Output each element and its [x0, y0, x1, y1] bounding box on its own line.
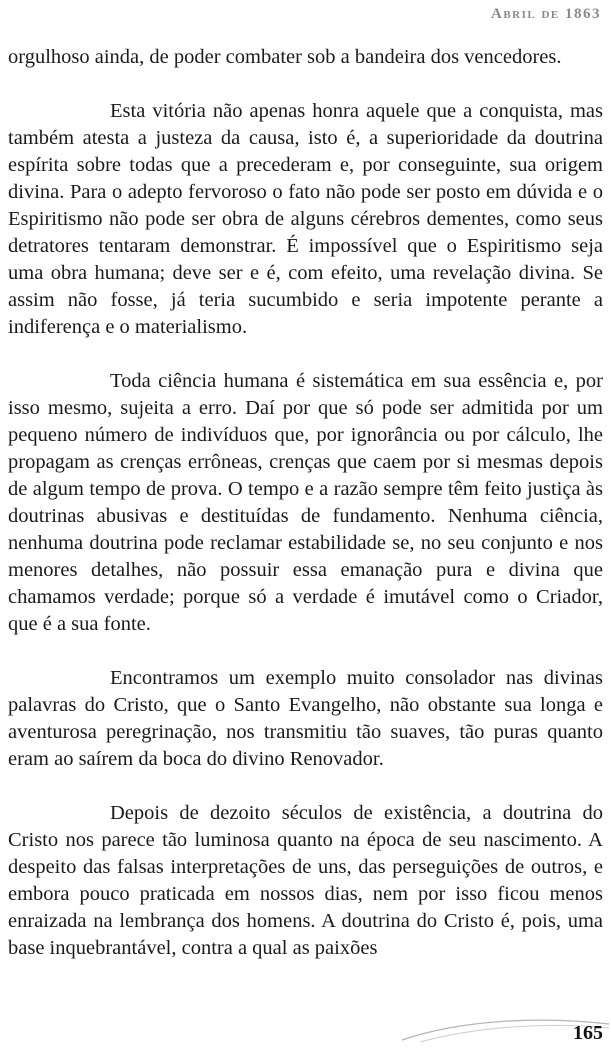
- page-number: 165: [573, 1022, 603, 1044]
- paragraph: Toda ciência humana é sistemática em sua essência e, por isso mesmo, sujeita a erro. Daí por que só pode ser admitida por um pequeno número de indivíduos que, por ignorância ou por cálculo, lhe propagam as crenças errôneas, crenças que caem por si mesmas depois de algum tempo de prova. O tempo e a razão sempre têm feito justiça às doutrinas abusivas e destituídas de fundamento. Nenhuma ciência, nenhuma doutrina pode reclamar estabilidade se, no seu conjunto e nos menores detalhes, não possuir essa emanação pura e divina que chamamos verdade; porque só a verdade é imutável como o Criador, que é a sua fonte.: [8, 370, 603, 635]
- body-text: [8, 44, 603, 962]
- paragraph: Encontramos um exemplo muito consolador nas divinas palavras do Cristo, que o Santo Evangelho, não obstante sua longa e aventurosa peregrinação, nos transmitiu tão suaves, tão puras quanto eram ao saírem da boca do divino Renovador.: [8, 667, 603, 770]
- running-header: Abril de 1863: [490, 6, 601, 22]
- paragraph: Depois de dezoito séculos de existência, a doutrina do Cristo nos parece tão luminosa quanto na época de seu nascimento. A despeito das falsas interpretações de uns, das perseguições de outros, e embora pouco praticada em nossos dias, nem por isso ficou menos enraizada na lembrança dos homens. A doutrina do Cristo é, pois, uma base inquebrantável, contra a qual as paixões: [8, 802, 603, 959]
- paragraph-continuation: orgulhoso ainda, de poder combater sob a bandeira dos vencedores.: [8, 46, 562, 68]
- paragraph: Esta vitória não apenas honra aquele que a conquista, mas também atesta a justeza da causa, isto é, a superioridade da doutrina espírita sobre todas que a precederam e, por conseguinte, sua origem divina. Para o adepto fervoroso o fato não pode ser posto em dúvida e o Espiritismo não pode ser obra de alguns cérebros dementes, como seus detratores tentaram demonstrar. É impossível que o Espiritismo seja uma obra humana; deve ser e é, com efeito, uma revelação divina. Se assim não fosse, já teria sucumbido e seria impotente perante a indiferença e o materialismo.: [8, 100, 603, 338]
